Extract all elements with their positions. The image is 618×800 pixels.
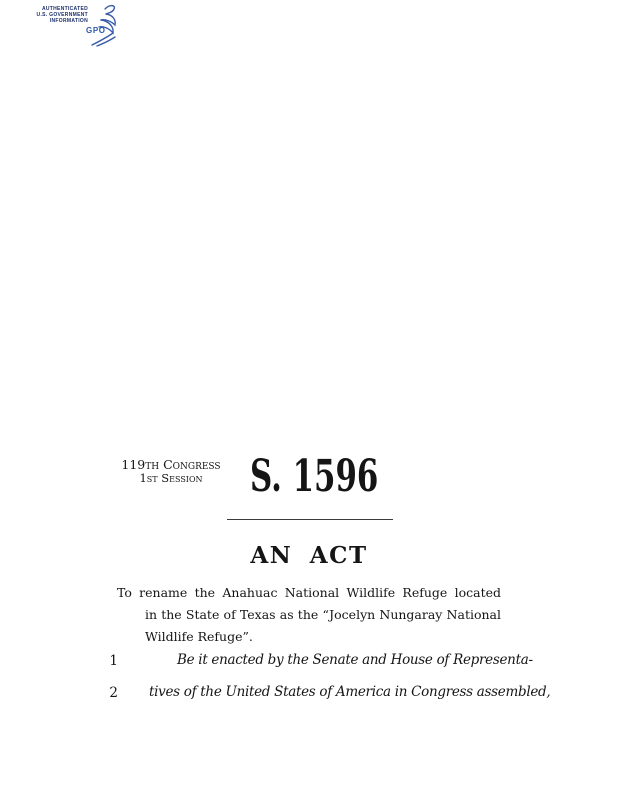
gpo-authentication-logo xyxy=(28,3,118,47)
gpo-text-line: AUTHENTICATED xyxy=(41,6,88,12)
preamble-line: To rename the Anahuac National Wildlife Refuge located xyxy=(117,585,501,600)
gpo-authenticated-text xyxy=(28,6,88,24)
preamble-line: in the State of Texas as the “Jocelyn Nungaray National xyxy=(145,607,501,622)
bill-number: S. 1596 xyxy=(250,451,379,502)
gpo-text-line: U.S. GOVERNMENT xyxy=(36,12,88,18)
line-number: 1 xyxy=(109,653,118,669)
congress-session-header xyxy=(112,458,230,485)
congress-number: 119th Congress xyxy=(121,457,221,472)
enacting-clause-line: tives of the United States of America in Congress assembled, xyxy=(149,684,551,700)
separator-rule xyxy=(227,519,393,520)
preamble-line: Wildlife Refuge”. xyxy=(145,629,253,644)
gpo-label: GPO xyxy=(86,26,106,35)
act-heading: AN ACT xyxy=(250,542,368,569)
act-preamble xyxy=(117,582,501,648)
gpo-eagle-icon xyxy=(90,3,118,47)
session-number: 1st Session xyxy=(139,470,203,485)
gpo-text-line: INFORMATION xyxy=(49,18,88,24)
line-number: 2 xyxy=(109,685,118,701)
enacting-clause-line: Be it enacted by the Senate and House of Representa- xyxy=(177,652,533,668)
